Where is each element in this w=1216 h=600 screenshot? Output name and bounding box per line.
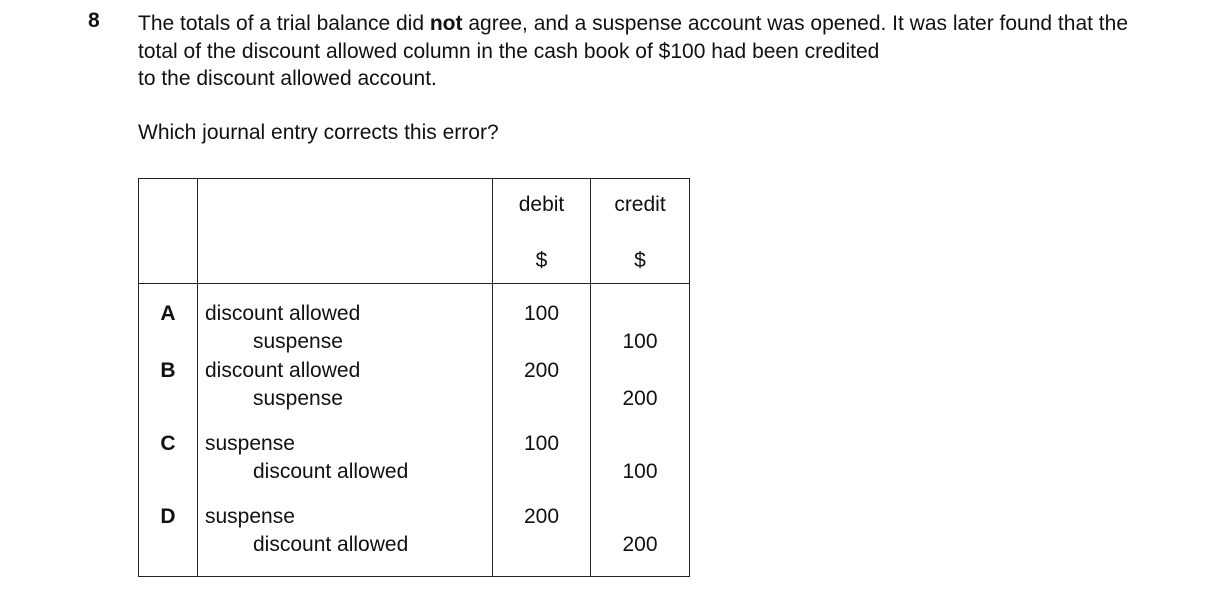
table-row[interactable] [139, 357, 690, 430]
option-letter: B [160, 359, 176, 382]
table-header-row [139, 179, 690, 284]
header-credit-cell [591, 179, 690, 284]
credit-unit-label: $ [634, 249, 646, 272]
table-row[interactable] [139, 503, 690, 577]
credit-amount: 200 [622, 533, 658, 556]
table-row[interactable] [139, 430, 690, 503]
stem-text-bold: not [429, 12, 463, 35]
credit-account: suspense [253, 330, 343, 353]
stem-text-part3: to the discount allowed account. [138, 67, 437, 90]
stem-text-part2: agree, and a suspense account was opened. It was later found that the total of the discount allowed column in the cash book of $100 had been credited [138, 12, 1128, 63]
header-account-cell [198, 179, 493, 284]
question-stem [138, 10, 1128, 93]
debit-amount: 200 [523, 505, 560, 528]
credit-amount: 100 [622, 330, 658, 353]
question-stem-main [138, 10, 1128, 65]
header-debit-cell [493, 179, 591, 284]
credit-amount: 100 [622, 460, 658, 483]
debit-account: suspense [205, 432, 295, 455]
credit-account: discount allowed [253, 533, 409, 556]
option-letter: D [160, 505, 176, 528]
debit-amount: 100 [523, 432, 560, 455]
debit-account: suspense [205, 505, 295, 528]
credit-account: discount allowed [253, 460, 409, 483]
debit-column-label: debit [518, 193, 565, 216]
debit-amount: 100 [523, 302, 560, 325]
credit-account: suspense [253, 387, 343, 410]
debit-unit-label: $ [535, 249, 548, 272]
question-number: 8 [88, 9, 100, 32]
table-row[interactable] [139, 284, 690, 358]
stem-text-part1: The totals of a trial balance did [138, 12, 430, 35]
option-letter: A [160, 302, 176, 325]
credit-column-label: credit [614, 193, 666, 216]
journal-options-table [138, 178, 690, 577]
option-letter: C [160, 432, 176, 455]
question-prompt: Which journal entry corrects this error? [138, 121, 499, 144]
header-letter-cell [139, 179, 198, 284]
debit-account: discount allowed [205, 302, 361, 325]
debit-account: discount allowed [205, 359, 361, 382]
credit-amount: 200 [622, 387, 658, 410]
debit-amount: 200 [523, 359, 560, 382]
